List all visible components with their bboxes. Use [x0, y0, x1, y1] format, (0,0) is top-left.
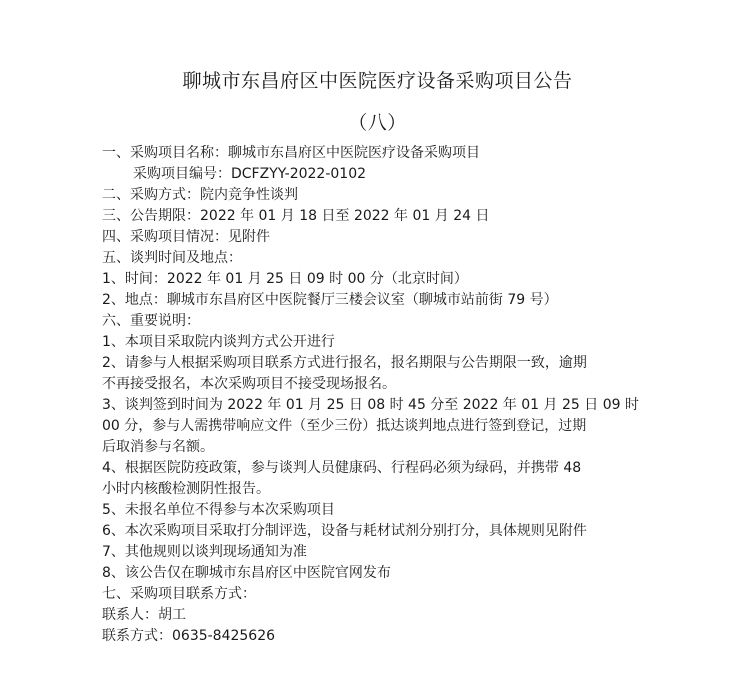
section-announcement-period: 三、公告期限：2022 年 01 月 18 日至 2022 年 01 月 24 日	[102, 208, 490, 224]
note-5: 5、未报名单位不得参与本次采购项目	[102, 502, 335, 518]
note-4-line-2: 小时内核酸检测阴性报告。	[102, 481, 270, 497]
section-negotiation-time-place: 五、谈判时间及地点：	[102, 250, 242, 266]
section-important-notes: 六、重要说明：	[102, 313, 200, 329]
note-3-line-1: 3、谈判签到时间为 2022 年 01 月 25 日 08 时 45 分至 2022 年 01 月 25 日 09 时	[102, 397, 639, 413]
section-project-details: 四、采购项目情况：见附件	[102, 229, 270, 245]
negotiation-place: 2、地点：聊城市东昌府区中医院餐厅三楼会议室（聊城市站前街 79 号）	[102, 292, 558, 308]
note-8: 8、该公告仅在聊城市东昌府区中医院官网发布	[102, 565, 391, 581]
note-1: 1、本项目采取院内谈判方式公开进行	[102, 334, 335, 350]
note-3-line-2: 00 分，参与人需携带响应文件（至少三份）抵达谈判地点进行签到登记，过期	[102, 418, 587, 434]
note-6: 6、本次采购项目采取打分制评选，设备与耗材试剂分别打分，具体规则见附件	[102, 523, 587, 539]
note-4-line-1: 4、根据医院防疫政策，参与谈判人员健康码、行程码必须为绿码，并携带 48	[102, 460, 582, 476]
note-2-line-1: 2、请参与人根据采购项目联系方式进行报名，报名期限与公告期限一致，逾期	[102, 355, 587, 371]
contact-person: 联系人：胡工	[102, 607, 186, 623]
negotiation-time: 1、时间：2022 年 01 月 25 日 09 时 00 分（北京时间）	[102, 271, 468, 287]
note-7: 7、其他规则以谈判现场通知为准	[102, 544, 307, 560]
section-contact-info: 七、采购项目联系方式：	[102, 586, 256, 602]
note-3-line-3: 后取消参与名额。	[102, 439, 214, 455]
note-2-line-2: 不再接受报名，本次采购项目不接受现场报名。	[102, 376, 396, 392]
document-title: 聊城市东昌府区中医院医疗设备采购项目公告	[182, 70, 573, 92]
section-project-name: 一、采购项目名称：聊城市东昌府区中医院医疗设备采购项目	[102, 145, 480, 161]
document-subtitle: （八）	[348, 112, 407, 134]
section-procurement-method: 二、采购方式：院内竞争性谈判	[102, 187, 298, 203]
project-number: 采购项目编号：DCFZYY-2022-0102	[133, 166, 367, 182]
contact-phone: 联系方式：0635-8425626	[102, 628, 276, 644]
